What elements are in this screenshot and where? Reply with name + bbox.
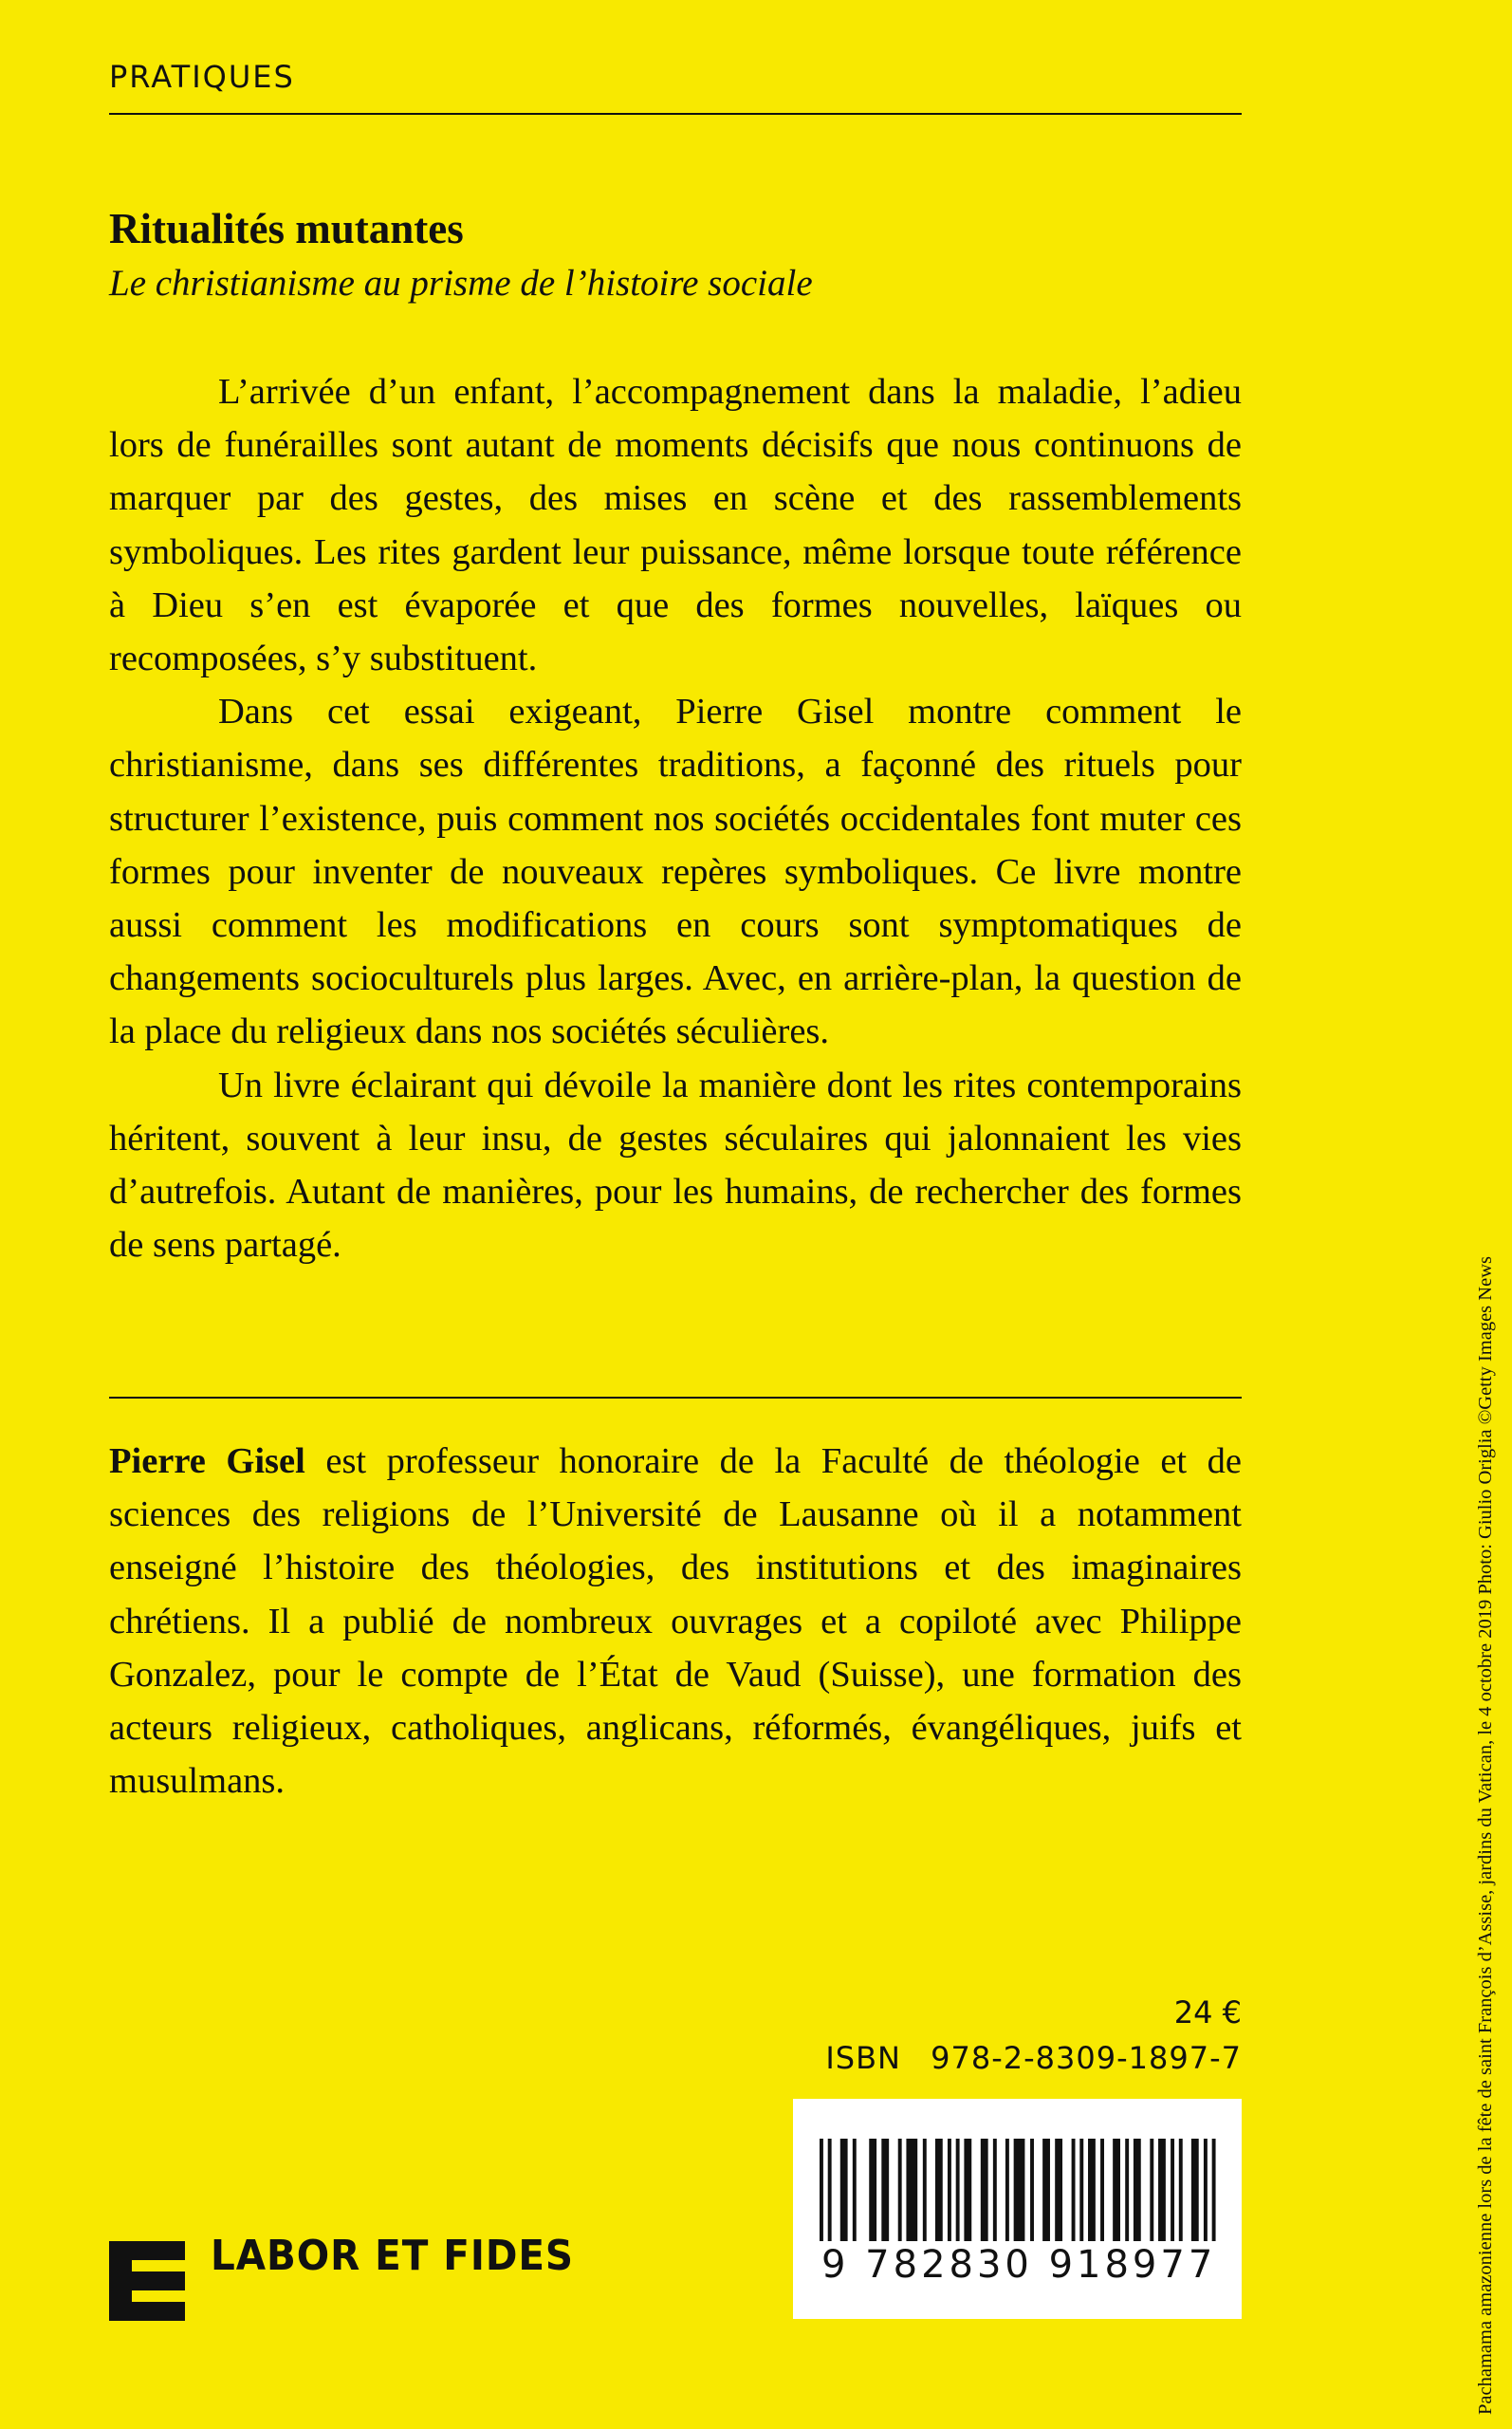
barcode-bar [1171, 2139, 1174, 2241]
barcode-bar [1150, 2139, 1153, 2241]
book-subtitle: Le christianisme au prisme de l’histoire sociale [109, 263, 813, 304]
barcode-bar [1005, 2139, 1009, 2241]
barcode-bar [828, 2139, 832, 2241]
barcode-bar [840, 2139, 848, 2241]
author-bio-text: est professeur honoraire de la Faculté de théologie et de sciences des religions de l’Université de Lausanne où il a notamment enseigné l’histoire des théologies, des institutions et des imaginaires chrétiens. Il a publié de nombreux ouvrages et a copiloté avec Philippe Gonzalez, pour le compte de l’État de Vaud (Suisse), une formation des acteurs religieux, catholiques, anglicans, réformés, évangéliques, juifs et musulmans. [109, 1441, 1243, 1802]
blurb-paragraph-1: L’arrivée d’un enfant, l’accompagnement dans la maladie, l’adieu lors de funérailles sont autant de moments décisifs que nous continuons de marquer par des gestes, des mises en scène et des rassemblements symboliques. Les rites gardent leur puissance, même lorsque toute référence à Dieu s’en est évaporée et que des formes nouvelles, laïques ou recomposées, s’y substituent. [109, 372, 1242, 679]
barcode-bar [1191, 2139, 1199, 2241]
author-name: Pierre Gisel [109, 1441, 305, 1481]
barcode-bar [1055, 2139, 1062, 2241]
barcode-bar [1079, 2139, 1083, 2241]
barcode-bar [948, 2139, 951, 2241]
barcode-bar [956, 2139, 960, 2241]
photo-credit: Pachamama amazonienne lors de la fête de saint François d’Assise, jardins du Vatican, le 4 octobre 2019 Photo: Giulio Origlia ©Getty Images News [1475, 1256, 1496, 2415]
book-title: Ritualités mutantes [109, 205, 464, 252]
barcode-bar [1125, 2139, 1129, 2241]
barcode-bar [964, 2139, 971, 2241]
barcode-icon [820, 2139, 1216, 2248]
barcode-bar [1100, 2139, 1104, 2241]
barcode-bar [1030, 2139, 1034, 2241]
blurb-paragraph-2: Dans cet essai exigeant, Pierre Gisel montre comment le christianisme, dans ses différentes traditions, a façonné des rituels pour structurer l’existence, puis comment nos sociétés occidentales font muter ces formes pour inventer de nouveaux repères symboliques. Ce livre montre aussi comment les modifications en cours sont symptomatiques de changements socioculturels plus larges. Avec, en arrière-plan, la question de la place du religieux dans nos sociétés séculières. [109, 692, 1242, 1052]
barcode-bar [923, 2139, 927, 2241]
barcode-bar [906, 2139, 917, 2241]
barcode-bar [1113, 2139, 1120, 2241]
barcode-bar [1134, 2139, 1141, 2241]
barcode-bar [1212, 2139, 1216, 2241]
barcode-bar [1072, 2139, 1076, 2241]
barcode-bar [1042, 2139, 1050, 2241]
barcode-bar [869, 2139, 876, 2241]
barcode-bar [1088, 2139, 1096, 2241]
author-bio [109, 1435, 1242, 1808]
barcode-bar [993, 2139, 997, 2241]
barcode-bar [853, 2139, 857, 2241]
barcode-bar [981, 2139, 988, 2241]
barcode [793, 2099, 1242, 2319]
publisher-logo-icon [109, 2241, 185, 2321]
barcode-bar [1014, 2139, 1025, 2241]
barcode-bar [898, 2139, 902, 2241]
isbn: ISBN 978-2-8309-1897-7 [825, 2040, 1242, 2076]
top-divider [109, 113, 1242, 115]
middle-divider [109, 1397, 1242, 1399]
blurb [109, 365, 1242, 1271]
barcode-bar [1204, 2139, 1208, 2241]
barcode-bar [1179, 2139, 1183, 2241]
blurb-paragraph-3: Un livre éclairant qui dévoile la manière dont les rites contemporains héritent, souvent à leur insu, de gestes séculaires qui jalonnaient les vies d’autrefois. Autant de manières, pour les humains, de rechercher des formes de sens partagé. [109, 1065, 1242, 1266]
barcode-bar [820, 2139, 823, 2241]
barcode-bar [881, 2139, 889, 2241]
barcode-bar [1158, 2139, 1166, 2241]
barcode-digits: 9 782830 918977 [821, 2243, 1217, 2287]
publisher-name: LABOR ET FIDES [211, 2232, 575, 2280]
price: 24 € [1173, 1994, 1242, 2030]
barcode-bar [935, 2139, 943, 2241]
series-label: PRATIQUES [109, 59, 295, 95]
